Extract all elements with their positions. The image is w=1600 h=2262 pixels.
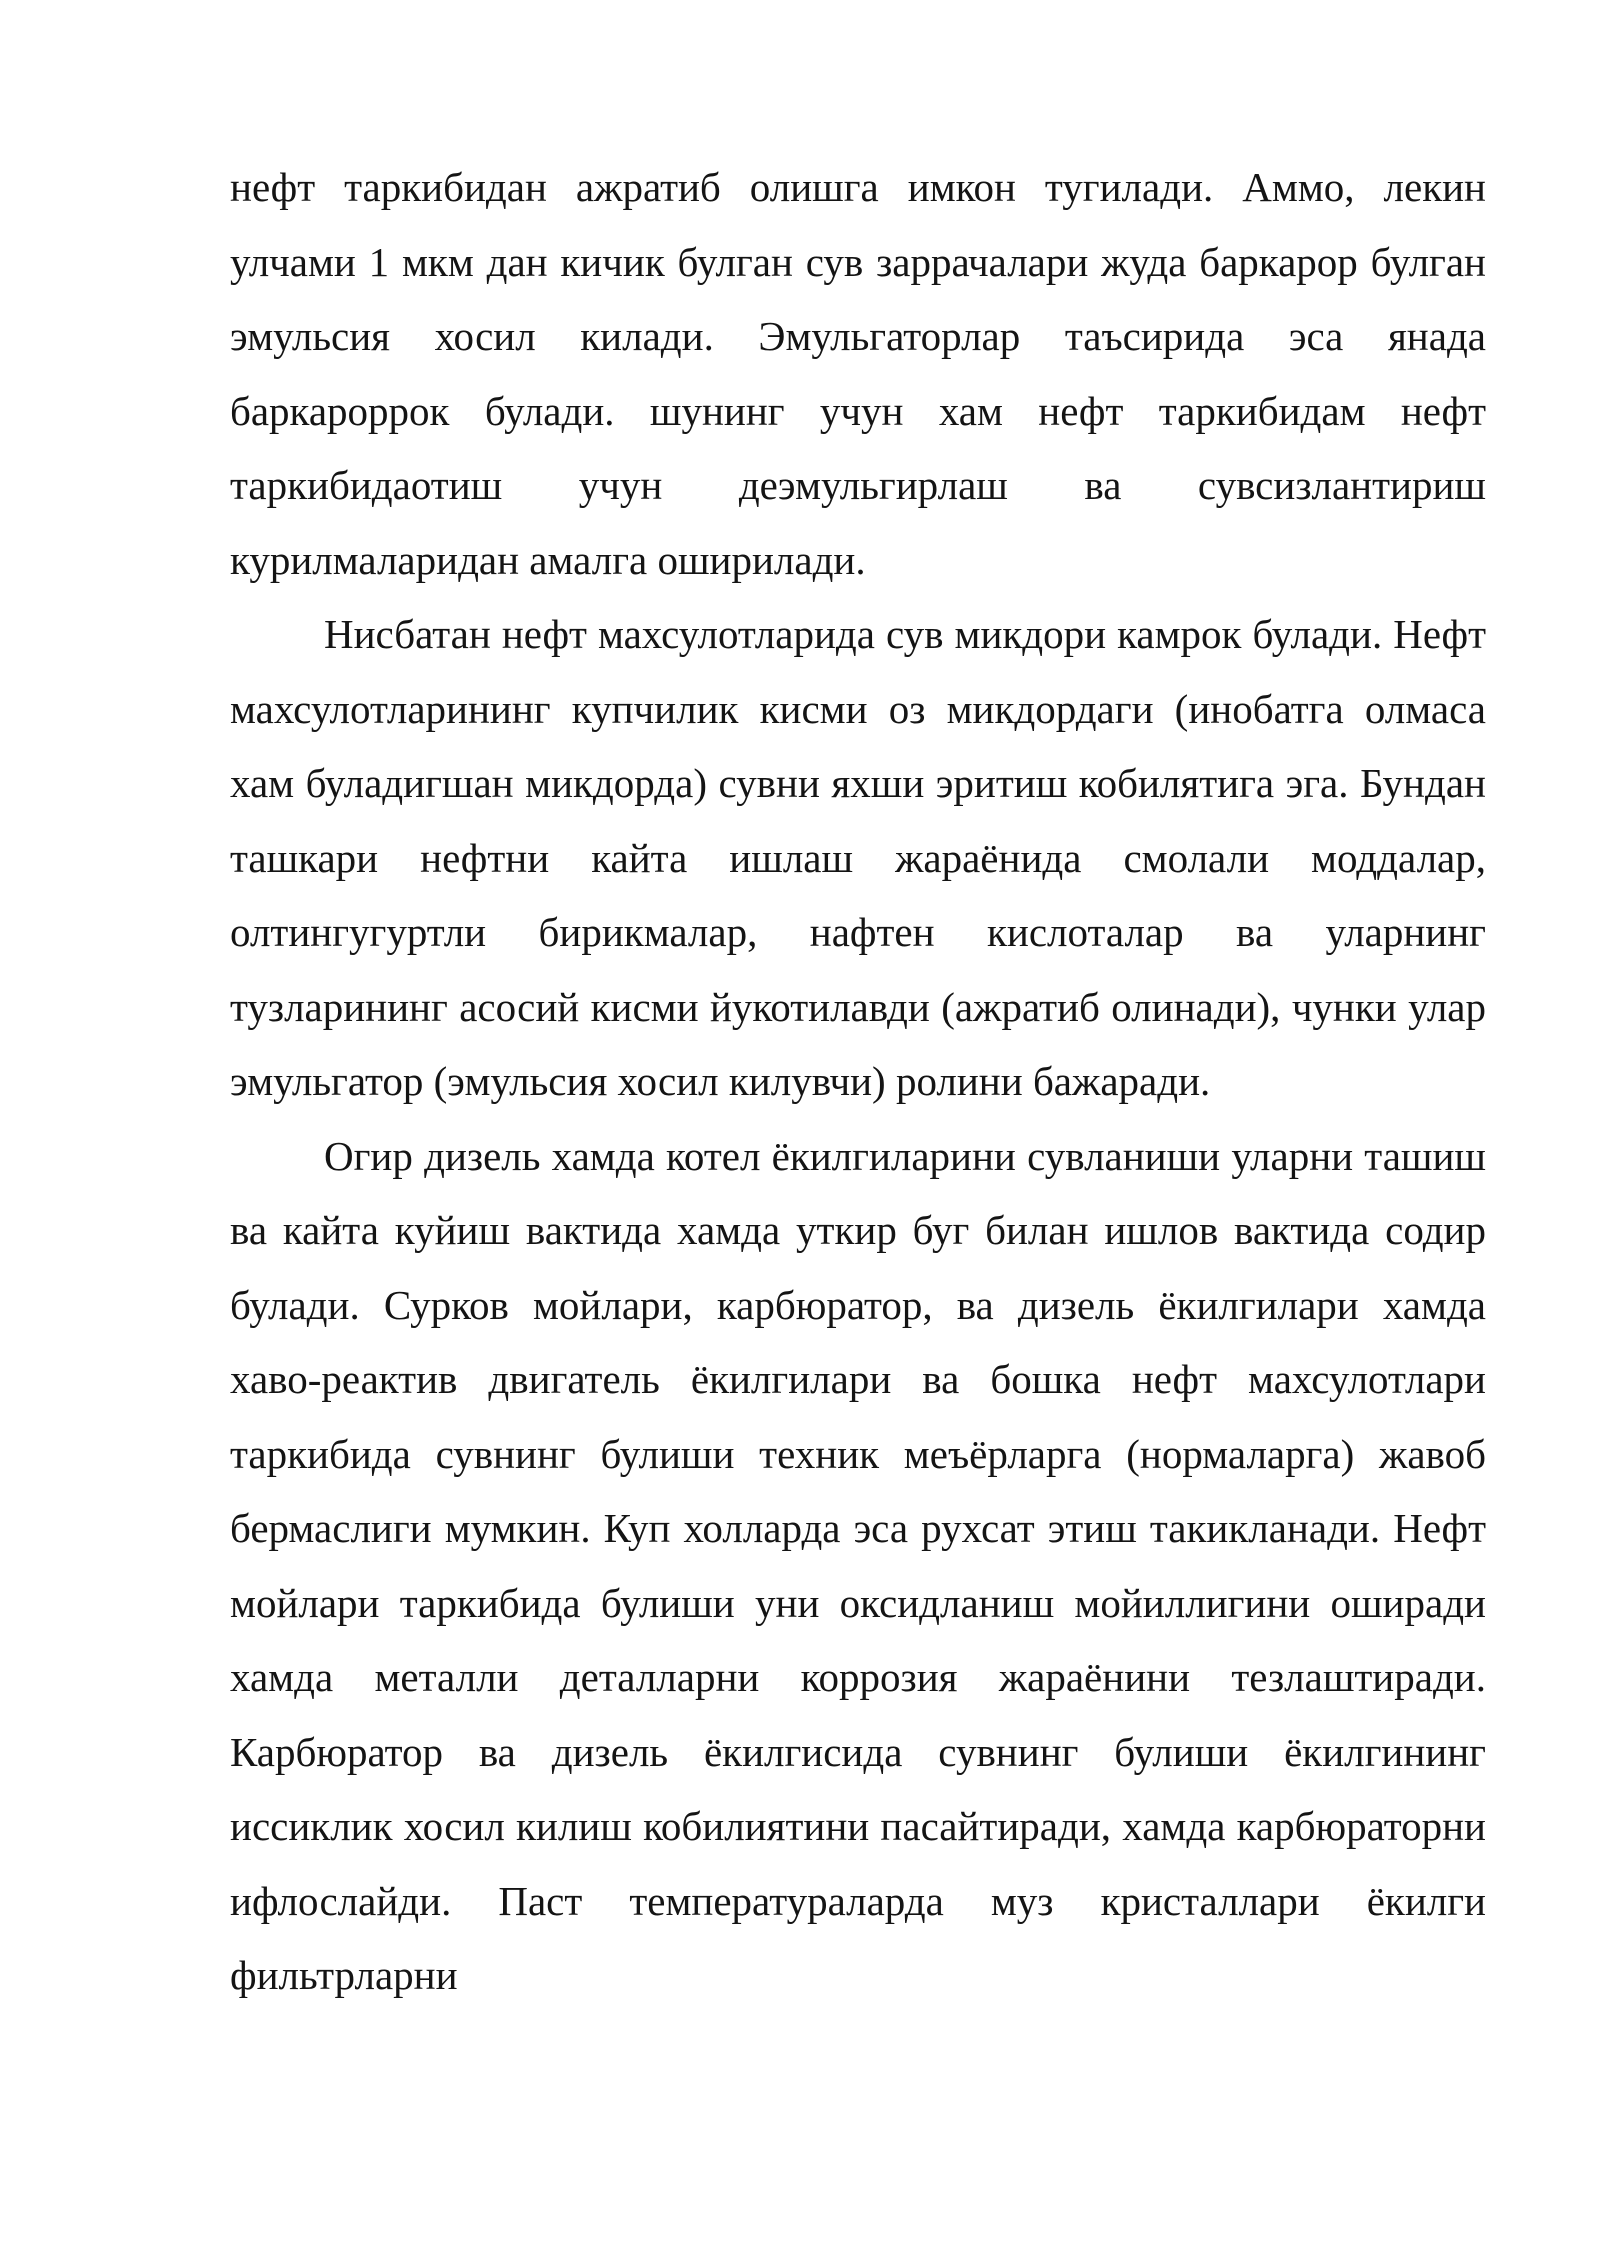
paragraph-1: нефт таркибидан ажратиб олишга имкон тугилади. Аммо, лекин улчами 1 мкм дан кичик булган сув заррачалари жуда баркарор булган эмульсия хосил килади. Эмульгаторлар таъсирида эса янада баркароррок булади. шунинг учун хам нефт таркибидам нефт таркибидаотиш учун деэмульгирлаш ва сувсизлантириш курилмаларидан амалга оширилади. (230, 164, 1486, 583)
paragraph-2: Нисбатан нефт махсулотларида сув микдори камрок булади. Нефт махсулотларининг купчилик кисми оз микдордаги (инобатга олмаса хам буладигшан микдорда) сувни яхши эритиш кобилятига эга. Бундан ташкари нефтни кайта ишлаш жараёнида смолали моддалар, олтингугуртли бирикмалар, нафтен кислоталар ва уларнинг тузларининг асосий кисми йукотилавди (ажратиб олинади), чунки улар эмульгатор (эмульсия хосил килувчи) ролини бажаради. (230, 611, 1486, 1104)
document-page (230, 150, 1486, 2013)
paragraph-3: Огир дизель хамда котел ёкилгиларини сувланиши уларни ташиш ва кайта куйиш вактида хамда уткир буг билан ишлов вактида содир булади. Сурков мойлари, карбюратор, ва дизель ёкилгилари хамда хаво-реактив двигатель ёкилгилари ва бошка нефт махсулотлари таркибида сувнинг булиши техник меъёрларга (нормаларга) жавоб бермаслиги мумкин. Куп холларда эса рухсат этиш такикланади. Нефт мойлари таркибида булиши уни оксидланиш мойиллигини оширади хамда металли деталларни коррозия жараёнини тезлаштиради. Карбюратор ва дизель ёкилгисида сувнинг булиши ёкилгининг иссиклик хосил килиш кобилиятини пасайтиради, хамда карбюраторни ифлослайди. Паст температураларда муз кристаллари ёкилги фильтрларни (230, 1132, 1486, 1998)
